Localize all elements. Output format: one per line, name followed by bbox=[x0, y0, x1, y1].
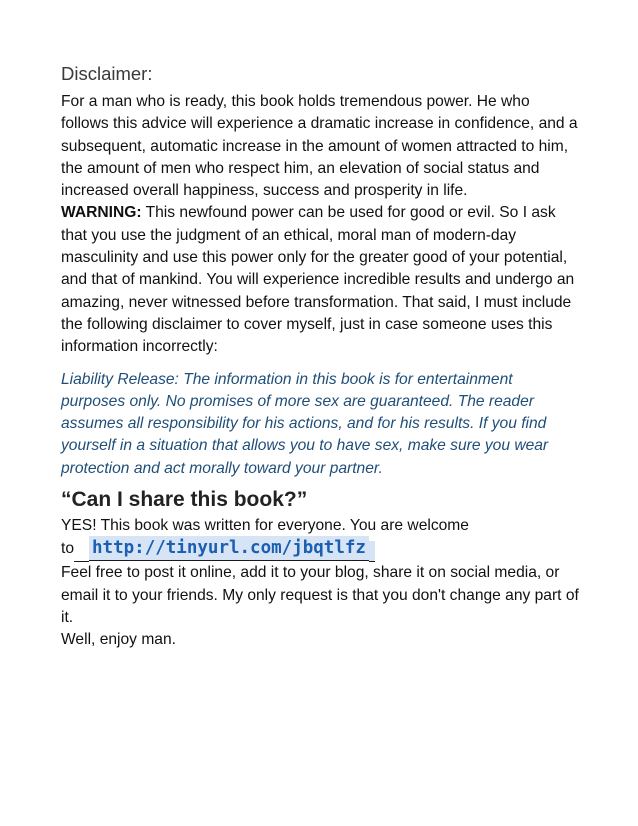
document-page bbox=[61, 62, 581, 652]
share-section bbox=[61, 515, 581, 651]
link-line bbox=[61, 536, 581, 562]
share-link[interactable]: http://tinyurl.com/jbqtlfz bbox=[89, 536, 369, 561]
share-body: Feel free to post it online, add it to your blog, share it on social media, or email it to your friends. My only request is that you don't change any part of it. bbox=[61, 564, 579, 626]
warning-label: WARNING: bbox=[61, 204, 142, 222]
link-prefix: to bbox=[61, 540, 75, 558]
warning-paragraph bbox=[61, 202, 581, 358]
disclaimer-intro: For a man who is ready, this book holds tremendous power. He who follows this advice will experience a dramatic increase in confidence, and a subsequent, automatic increase in the amount of women attracted to him, the amount of men who respect him, an elevation of social status and increased overall happiness, success and prosperity in life. bbox=[61, 93, 578, 200]
liability-release: Liability Release: The information in this book is for entertainment purposes only. No promises of more sex are guaranteed. The reader assumes all responsibility for his actions, and for his results. If you find yourself in a situation that allows you to have sex, make sure you wear protection and act morally toward your partner. bbox=[61, 370, 549, 477]
share-heading: “Can I share this book?” bbox=[61, 488, 308, 512]
warning-text: This newfound power can be used for good or evil. So I ask that you use the judgment of an ethical, moral man of modern-day masculinity and use this power only for the greater good of your potential, and that of mankind. You will experience incredible results and undergo an amazing, never witnessed before transformation. That said, I must include the following disclaimer to cover myself, just in case someone uses this information incorrectly: bbox=[61, 204, 575, 356]
share-line-1: YES! This book was written for everyone. You are welcome bbox=[61, 517, 469, 535]
disclaimer-heading: Disclaimer: bbox=[61, 63, 153, 84]
closing-line: Well, enjoy man. bbox=[61, 631, 176, 649]
link-underline-tail bbox=[369, 541, 375, 562]
link-underline-lead bbox=[74, 541, 89, 562]
